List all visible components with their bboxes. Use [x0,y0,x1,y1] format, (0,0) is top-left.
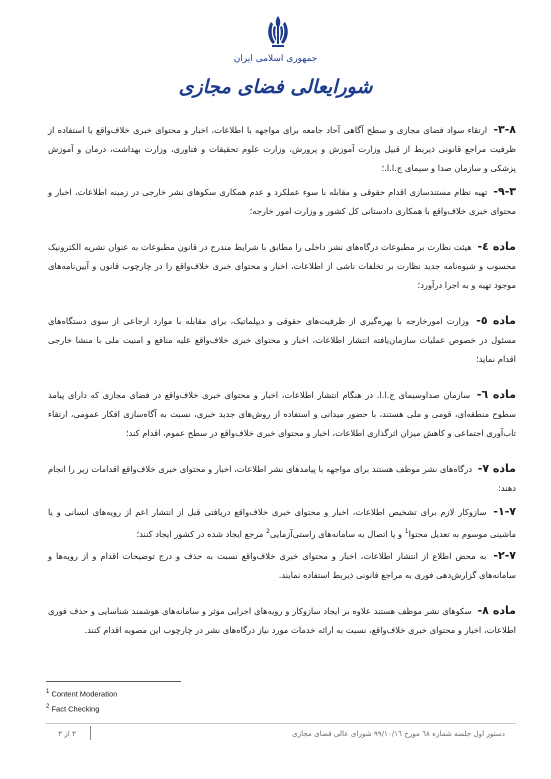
article-label: ماده ٥- [476,314,516,327]
article-6 [48,385,516,443]
footer-meeting-info: دستور اول جلسه شماره ٦٨ مورخ ۹۹/۱۰/۱٦ شورای عالی فضای مجازی [292,729,505,738]
footnote-item [46,701,346,716]
article-text: درگاه‌های نشر موظف هستند برای مواجهه با پیامدهای نشر اطلاعات، اخبار و محتوای خبری خلاف‌واقع اقدامات زیر را انجام دهند: [48,464,516,493]
footnotes [46,686,346,715]
article-label: ماده ٦- [476,388,517,401]
footnote-text: Fact Checking [51,704,100,713]
footnote-number: 1 [46,689,50,695]
footnote-ref[interactable]: 2 [266,528,270,535]
clause-7-1 [48,502,516,544]
clause-3-9 [48,182,516,221]
article-text: وزارت امورخارجه با بهره‌گیری از ظرفیت‌های حقوقی و دیپلماتیک، برای مقابله با موارد ارجاعی از سوی دستگاه‌های مسئول در خصوص عملیات سازمان‌یافته انتشار اطلاعات، اخبار و محتوای خبری خلاف‌واقع علیه منافع و امنیت ملی با منشا خارجی اقدام نماید؛ [48,316,516,364]
article-text: هیئت نظارت بر مطبوعات درگاه‌های نشر داخلی را مطابق با شرایط مندرج در قانون مطبوعات به عنوان نشریه الکترونیک محسوب و شیوه‌نامه جدید نظارت بر تخلفات ناشی از اطلاعات، اخبار و محتوای خبری خلاف‌واقع را در چارچوب قانون و آیین‌نامه‌های موجود تهیه و به اجرا درآورد؛ [48,242,516,290]
footnote-number: 2 [46,703,50,710]
clause-label: ۹-۳- [493,185,516,198]
document-header [0,8,551,108]
clause-7-2 [48,546,516,585]
article-text: سکوهای نشر موظف هستند علاوه بر ایجاد سازوکار و رویه‌های اجرایی موثر و سامانه‌های هوشمند شناسایی و حذف فوری اطلاعات، اخبار و محتوای خبری خلاف‌واقع، نسبت به ارائه خدمات مورد نیاز درگاه‌های نشر در چارچوب این مصوبه اقدام کنند. [48,605,516,635]
article-7 [48,459,516,498]
clause-text-c: مرجع ایجاد شده در کشور ایجاد کنند؛ [136,528,267,539]
clause-text-a: سازوکار لازم برای تشخیص اطلاعات، اخبار و محتوای خبری خلاف‌واقع دریافتی قبل از انتشار اعم از رویه‌های انسانی و یا ماشینی موسوم به تعدیل محتوا [48,507,516,539]
footnote-ref[interactable]: 1 [404,528,409,535]
article-text: سازمان صداوسیمای ج.ا.ا. در هنگام انتشار اطلاعات، اخبار و محتوای خبری خلاف‌واقع در فضای مجازی که دارای پیامد سطوح منطقه‌ای، قومی و ملی هستند، با حضور میدانی و استفاده از روش‌های جدید خبری، نسبت به آگاه‌سازی افکار عمومی، ارتقاء تاب‌آوری اجتماعی و کاهش میزان اثرگذاری اطلاعات، اخبار و محتوای خبری خلاف‌واقع در سطح عموم، اقدام کند؛ [48,390,516,438]
council-title: شورایعالی فضای مجازی [178,76,373,98]
clause-3-8 [48,120,516,178]
footnote-item [46,686,346,701]
clause-text: ارتقاء سواد فضای مجازی و سطح آگاهی آحاد جامعه برای مواجهه با اطلاعات، اخبار و محتوای خبری خلاف‌واقع با استفاده از ظرفیت مراجع قانونی ذیربط از قبیل وزارت آموزش و پرورش، وزارت علوم تحقیقات و فناوری، وزارت بهداشت، درمان و آموزش پزشکی و سازمان صدا و سیمای ج.ا.ا.؛ [48,125,516,173]
document-body [48,120,516,644]
article-8 [48,601,516,640]
article-4 [48,237,516,295]
article-label: ماده ۸- [477,603,516,617]
clause-text: به محض اطلاع از انتشار اطلاعات، اخبار و محتوای خبری خلاف‌واقع نسبت به حذف و درج توضیحات اقدام و از رویه‌ها و سامانه‌های گزارش‌دهی فوری به مراجع قانونی ذیربط استفاده نمایند. [48,550,516,580]
footer-divider [46,723,516,724]
article-label: ماده ٤- [477,240,516,253]
republic-title: جمهوری اسلامی ایران [233,54,318,64]
clause-label: ۱-۷- [493,505,516,518]
article-label: ماده ۷- [477,462,516,475]
footer-separator [90,726,91,740]
iran-emblem-icon [265,14,291,50]
article-5 [48,311,516,369]
clause-text-b: و یا اتصال به سامانه‌های راستی‌آزمایی [269,528,405,539]
page-number: ۳ از ۳ [58,729,76,738]
clause-label: ۲-۷- [493,548,516,562]
footnote-text: Content Moderation [51,689,118,699]
clause-text: تهیه نظام مستندسازی اقدام حقوقی و مقابله با سوء عملکرد و عدم همکاری سکوهای نشر خارجی در زمینه اطلاعات، اخبار و محتوای خبری خلاف‌واقع با همکاری دادستانی کل کشور و وزارت امور خارجه؛ [48,187,516,216]
footnote-divider [46,681,181,682]
clause-label: ۳-۸- [493,123,517,136]
